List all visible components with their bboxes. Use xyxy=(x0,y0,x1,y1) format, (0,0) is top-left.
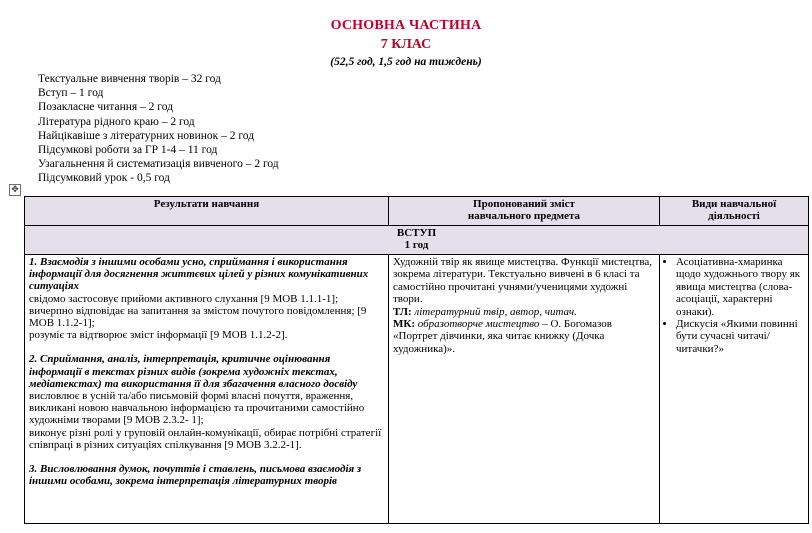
hours-item: Найцікавіше з літературних новинок – 2 год xyxy=(38,129,255,142)
hours-item-text: Вступ – 1 год xyxy=(38,87,104,100)
hours-list xyxy=(38,72,279,186)
header-activities-line: діяльності xyxy=(708,210,760,222)
section-hours: 1 год xyxy=(404,239,429,251)
tl-label: ТЛ: xyxy=(393,305,412,318)
results-heading: 3. Висловлювання думок, почуттів і ставлень, письмова взаємодія з іншими особами, зокрема інтерпретація літературних творів xyxy=(29,463,362,488)
header-results: Результати навчання xyxy=(25,197,389,226)
hours-item: Узагальнення й систематизація вивченого – 2 год xyxy=(38,158,279,171)
content-cell xyxy=(389,255,660,524)
curriculum-table xyxy=(24,196,809,524)
hours-note: (52,5 год, 1,5 год на тиждень) xyxy=(330,56,482,68)
hours-item xyxy=(38,86,279,100)
results-heading: 1. Взаємодія з іншими особами усно, сприймання і використання інформації для досягнення життєвих цілей у різних комунікативних ситуаціях xyxy=(29,256,369,293)
hours-item: Література рідного краю – 2 год xyxy=(38,115,195,128)
mk-rest: – О. Богомазов «Портрет дівчинки, яка читає книжку (Дочка художника)». xyxy=(393,318,612,355)
header-content xyxy=(389,197,660,226)
hours-item: Текстуальне вивчення творів – 32 год xyxy=(38,73,221,85)
activity-item: • Асоціативна-хмаринка щодо художнього твору як явища мистецтва (слова-асоціації, характерні ознаки). xyxy=(676,256,804,318)
section-title: ВСТУП xyxy=(396,227,437,239)
header-activities xyxy=(660,197,809,226)
activity-item: • Дискусія «Якими повинні бути сучасні читачі/читачки?» xyxy=(676,318,804,355)
content-tl xyxy=(393,306,655,318)
content-text: Художній твір як явище мистецтва. Функції мистецтва, зокрема літератури. Текстуально вивчені в 6 класі та самостійно прочитані учнями/ученицями художні твори. xyxy=(393,256,652,306)
table-header-row xyxy=(25,197,809,226)
results-line: розуміє та відтворює зміст інформації [9 МОВ 1.1.2-2]. xyxy=(29,329,288,342)
activities-list xyxy=(664,256,804,355)
header-content-line: навчального предмета xyxy=(467,210,581,222)
hours-item: Підсумковий урок - 0,5 год xyxy=(38,172,170,185)
results-line: вичерпно відповідає на запитання за змістом почутого повідомлення; [9 МОВ 1.1.2-1]; xyxy=(29,304,367,330)
tl-value: літературний твір, автор, читач. xyxy=(414,305,577,318)
section-title: ОСНОВНА ЧАСТИНА xyxy=(330,18,482,33)
grade-title: 7 КЛАС xyxy=(380,37,432,52)
header-content-line: Пропонований зміст xyxy=(473,198,575,210)
results-line: висловлює в усній та/або письмовій формі власні почуття, враження, викликані новою навчальною інформацією та прочитаними самостійно художніми творами [9 МОВ 2.3.2- 1]; xyxy=(29,390,365,427)
header-activities-line: Види навчальної xyxy=(691,198,777,210)
mk-value: образотворче мистецтво xyxy=(417,318,540,331)
hours-item: Позакласне читання – 2 год xyxy=(38,101,174,114)
results-line: свідомо застосовує прийоми активного слухання [9 МОВ 1.1.1-1]; xyxy=(29,292,339,305)
table-row xyxy=(25,255,809,524)
results-heading: 2. Сприймання, аналіз, інтерпретація, критичне оцінювання інформації в текстах різних видів (зокрема художніх текстах, медіатекстах) та використання її для збагачення власного досвіду xyxy=(29,353,358,390)
section-cell xyxy=(25,226,809,255)
results-cell xyxy=(25,255,389,524)
section-row xyxy=(25,226,809,255)
table-move-handle-icon[interactable]: ✥ xyxy=(9,184,21,196)
mk-label: МК: xyxy=(393,318,416,331)
content-mk xyxy=(393,318,655,355)
hours-item: Підсумкові роботи за ГР 1-4 – 11 год xyxy=(38,144,218,157)
activities-cell xyxy=(660,255,809,524)
results-line: виконує різні ролі у груповій онлайн-комунікації, обирає потрібні стратегії співпраці в різних ситуаціях спілкування [9 МОВ 3.2.2-1]. xyxy=(29,426,382,451)
